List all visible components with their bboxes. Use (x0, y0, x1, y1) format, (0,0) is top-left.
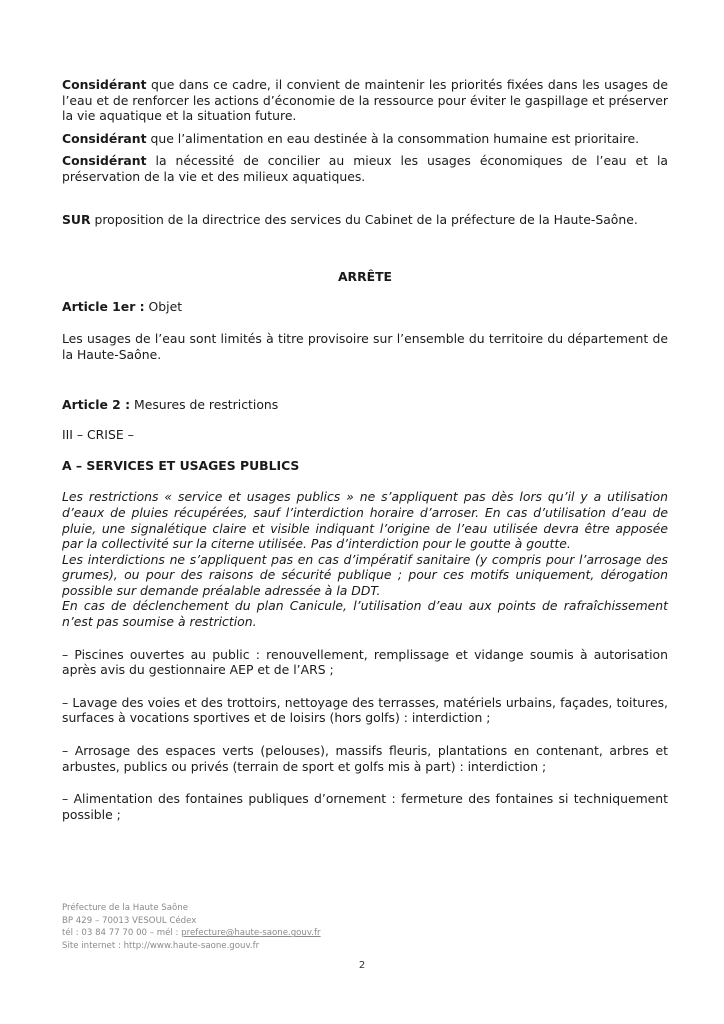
italic-paragraph: Les restrictions « service et usages publics » ne s’appliquent pas dès lors qu’il y a utilisation d’eaux de pluies récupérées, sauf l’interdiction horaire d’arroser. En cas d’utilisation d’eau de pluie, une signalétique claire et visible indiquant l’origine de l’eau utilisée devra être apposée par la collectivité sur la citerne utilisée. Pas d’interdiction pour le goutte à goutte. (62, 489, 668, 552)
article-1-heading (62, 299, 668, 315)
article-2-subject: Mesures de restrictions (130, 396, 279, 412)
article-1-label: Article 1er : (62, 298, 145, 314)
article-2-label: Article 2 : (62, 396, 131, 412)
sur-paragraph (62, 212, 668, 228)
considerant-text: que l’alimentation en eau destinée à la consommation humaine est prioritaire. (146, 130, 640, 146)
considerant-paragraph (62, 77, 668, 124)
footer-website[interactable]: Site internet : http://www.haute-saone.gouv.fr (62, 940, 260, 951)
sur-text: proposition de la directrice des services du Cabinet de la préfecture de la Haute-Saône. (90, 211, 638, 227)
crisis-level: III – CRISE – (62, 427, 134, 443)
considerant-paragraph (62, 153, 668, 184)
page-footer (62, 902, 321, 952)
italic-paragraph: En cas de déclenchement du plan Canicule, l’utilisation d’eau aux points de rafraîchissement n’est pas soumise à restriction. (62, 598, 668, 630)
footer-phone: tél : 03 84 77 70 00 – mél : (62, 928, 182, 939)
footer-line: Préfecture de la Haute Saône (62, 903, 189, 913)
considerant-text: la nécessité de concilier au mieux les usages économiques de l’eau et la préservation de la vie et des milieux aquatiques. (62, 153, 668, 184)
page-number: 2 (358, 960, 366, 971)
considerant-paragraph (62, 131, 668, 147)
list-item: – Piscines ouvertes au public : renouvellement, remplissage et vidange soumis à autorisation après avis du gestionnaire AEP et de l’ARS ; (62, 646, 668, 678)
considerant-lead: Considérant (62, 153, 147, 169)
list-item: – Lavage des voies et des trottoirs, nettoyage des terrasses, matériels urbains, façades, toitures, surfaces à vocations sportives et de loisirs (hors golfs) : interdiction ; (62, 694, 668, 726)
list-item: – Arrosage des espaces verts (pelouses), massifs fleuris, plantations en contenant, arbres et arbustes, publics ou privés (terrain de sport et golfs mis à part) : interdiction ; (62, 743, 668, 774)
considerant-lead: Considérant (62, 130, 147, 146)
article-2-heading (62, 397, 668, 413)
considerant-text: que dans ce cadre, il convient de maintenir les priorités fixées dans les usages de l’eau et de renforcer les actions d’économie de la ressource pour éviter le gaspillage et préserver la vie aquatique et la situation future. (62, 77, 668, 124)
section-a-heading: A – SERVICES ET USAGES PUBLICS (62, 457, 300, 473)
footer-line (62, 927, 321, 940)
considerant-lead: Considérant (62, 77, 147, 92)
arrete-title: ARRÊTE (337, 269, 393, 285)
article-1-subject: Objet (144, 298, 183, 314)
page-body (62, 77, 668, 822)
footer-line: BP 429 – 70013 VESOUL Cédex (62, 915, 197, 926)
article-1-text: Les usages de l’eau sont limités à titre provisoire sur l’ensemble du territoire du département de la Haute-Saône. (62, 331, 668, 362)
italic-paragraph: Les interdictions ne s’appliquent pas en cas d’impératif sanitaire (y compris pour l’arrosage des grumes), ou pour des raisons de sécurité publique ; pour ces motifs uniquement, dérogation possible sur demande préalable adressée à la DDT. (62, 551, 668, 598)
list-item: – Alimentation des fontaines publiques d’ornement : fermeture des fontaines si techniquement possible ; (62, 791, 668, 822)
footer-email-link[interactable]: prefecture@haute-saone.gouv.fr (181, 928, 321, 939)
sur-lead: SUR (62, 211, 91, 227)
